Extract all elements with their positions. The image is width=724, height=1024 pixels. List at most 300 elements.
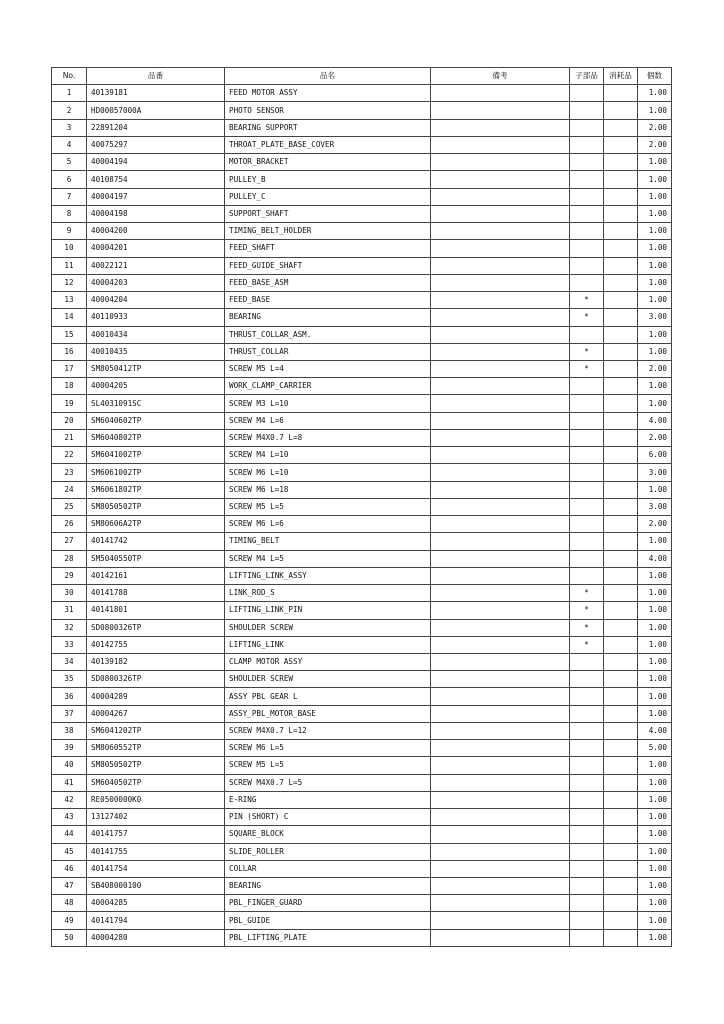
- cell-part-number: 40110933: [87, 309, 225, 326]
- cell-no: 18: [52, 378, 87, 395]
- cell-consumable: [604, 102, 638, 119]
- cell-no: 9: [52, 223, 87, 240]
- cell-no: 1: [52, 85, 87, 102]
- table-row: [52, 102, 672, 119]
- cell-consumable: [604, 550, 638, 567]
- cell-quantity: 3.00: [638, 464, 672, 481]
- cell-part-number: SM6040802TP: [87, 429, 225, 446]
- cell-sub-part: [570, 447, 604, 464]
- cell-no: 10: [52, 240, 87, 257]
- cell-remarks: [431, 895, 570, 912]
- cell-consumable: [604, 85, 638, 102]
- cell-quantity: 2.00: [638, 429, 672, 446]
- cell-consumable: [604, 292, 638, 309]
- cell-part-name: BEARING: [225, 309, 431, 326]
- cell-quantity: 1.00: [638, 809, 672, 826]
- cell-no: 42: [52, 791, 87, 808]
- cell-consumable: [604, 757, 638, 774]
- cell-sub-part: [570, 533, 604, 550]
- cell-consumable: [604, 722, 638, 739]
- cell-quantity: 1.00: [638, 895, 672, 912]
- cell-consumable: [604, 533, 638, 550]
- table-row: [52, 636, 672, 653]
- cell-part-name: LIFTING_LINK_PIN: [225, 602, 431, 619]
- cell-part-name: PHOTO SENSOR: [225, 102, 431, 119]
- table-row: [52, 843, 672, 860]
- table-row: [52, 826, 672, 843]
- cell-no: 5: [52, 154, 87, 171]
- table-row: [52, 809, 672, 826]
- cell-consumable: [604, 274, 638, 291]
- table-row: [52, 326, 672, 343]
- cell-part-number: SM6061002TP: [87, 464, 225, 481]
- table-row: [52, 429, 672, 446]
- cell-sub-part: [570, 85, 604, 102]
- cell-quantity: 1.00: [638, 240, 672, 257]
- cell-sub-part: *: [570, 636, 604, 653]
- cell-quantity: 1.00: [638, 102, 672, 119]
- cell-quantity: 4.00: [638, 550, 672, 567]
- table-row: [52, 464, 672, 481]
- table-row: [52, 309, 672, 326]
- cell-consumable: [604, 188, 638, 205]
- cell-remarks: [431, 136, 570, 153]
- cell-part-name: PULLEY_C: [225, 188, 431, 205]
- cell-no: 23: [52, 464, 87, 481]
- table-row: [52, 498, 672, 515]
- cell-quantity: 1.00: [638, 843, 672, 860]
- cell-part-name: MOTOR_BRACKET: [225, 154, 431, 171]
- cell-part-number: 40141754: [87, 860, 225, 877]
- table-row: [52, 188, 672, 205]
- cell-quantity: 1.00: [638, 171, 672, 188]
- cell-remarks: [431, 843, 570, 860]
- cell-part-number: SD0800326TP: [87, 619, 225, 636]
- cell-remarks: [431, 533, 570, 550]
- cell-no: 22: [52, 447, 87, 464]
- cell-quantity: 1.00: [638, 688, 672, 705]
- cell-sub-part: *: [570, 619, 604, 636]
- cell-no: 11: [52, 257, 87, 274]
- table-row: [52, 533, 672, 550]
- cell-quantity: 2.00: [638, 136, 672, 153]
- table-row: [52, 722, 672, 739]
- cell-quantity: 1.00: [638, 653, 672, 670]
- header-no: No.: [52, 68, 87, 85]
- cell-consumable: [604, 705, 638, 722]
- cell-sub-part: [570, 757, 604, 774]
- cell-consumable: [604, 843, 638, 860]
- cell-no: 34: [52, 653, 87, 670]
- cell-remarks: [431, 412, 570, 429]
- table-row: [52, 602, 672, 619]
- table-row: [52, 292, 672, 309]
- cell-no: 25: [52, 498, 87, 515]
- parts-list-table: [51, 67, 672, 947]
- cell-part-number: 40004285: [87, 895, 225, 912]
- cell-sub-part: [570, 257, 604, 274]
- cell-part-name: SCREW M5 L=4: [225, 360, 431, 377]
- cell-part-name: SCREW M4X0.7 L=12: [225, 722, 431, 739]
- cell-part-name: PBL_GUIDE: [225, 912, 431, 929]
- cell-consumable: [604, 878, 638, 895]
- cell-part-number: HD00057000A: [87, 102, 225, 119]
- cell-part-number: 40141794: [87, 912, 225, 929]
- cell-sub-part: *: [570, 602, 604, 619]
- cell-part-number: 40141788: [87, 585, 225, 602]
- cell-part-number: 40141757: [87, 826, 225, 843]
- table-row: [52, 85, 672, 102]
- header-part-name: 品名: [225, 68, 431, 85]
- cell-part-number: 40142755: [87, 636, 225, 653]
- cell-part-name: SCREW M4X0.7 L=5: [225, 774, 431, 791]
- cell-consumable: [604, 671, 638, 688]
- cell-remarks: [431, 757, 570, 774]
- cell-part-number: SM6041002TP: [87, 447, 225, 464]
- cell-sub-part: [570, 653, 604, 670]
- cell-consumable: [604, 464, 638, 481]
- cell-remarks: [431, 343, 570, 360]
- cell-sub-part: [570, 154, 604, 171]
- cell-no: 39: [52, 740, 87, 757]
- header-quantity: 個数: [638, 68, 672, 85]
- cell-remarks: [431, 274, 570, 291]
- cell-no: 29: [52, 567, 87, 584]
- cell-sub-part: [570, 740, 604, 757]
- cell-no: 19: [52, 395, 87, 412]
- cell-remarks: [431, 636, 570, 653]
- cell-sub-part: [570, 188, 604, 205]
- cell-no: 45: [52, 843, 87, 860]
- cell-consumable: [604, 223, 638, 240]
- cell-part-name: BEARING: [225, 878, 431, 895]
- table-row: [52, 860, 672, 877]
- cell-remarks: [431, 395, 570, 412]
- cell-quantity: 1.00: [638, 395, 672, 412]
- cell-part-name: FEED_GUIDE_SHAFT: [225, 257, 431, 274]
- cell-remarks: [431, 223, 570, 240]
- cell-consumable: [604, 567, 638, 584]
- cell-part-number: SM8050412TP: [87, 360, 225, 377]
- cell-no: 7: [52, 188, 87, 205]
- cell-remarks: [431, 740, 570, 757]
- cell-sub-part: *: [570, 309, 604, 326]
- cell-no: 2: [52, 102, 87, 119]
- cell-part-name: SCREW M5 L=5: [225, 498, 431, 515]
- cell-sub-part: [570, 223, 604, 240]
- cell-quantity: 1.00: [638, 585, 672, 602]
- table-row: [52, 705, 672, 722]
- cell-consumable: [604, 929, 638, 946]
- cell-sub-part: [570, 878, 604, 895]
- cell-consumable: [604, 895, 638, 912]
- cell-remarks: [431, 774, 570, 791]
- cell-sub-part: *: [570, 360, 604, 377]
- cell-no: 40: [52, 757, 87, 774]
- cell-remarks: [431, 154, 570, 171]
- table-row: [52, 878, 672, 895]
- cell-part-number: 40141755: [87, 843, 225, 860]
- cell-part-name: TIMING_BELT: [225, 533, 431, 550]
- table-row: [52, 791, 672, 808]
- cell-sub-part: [570, 274, 604, 291]
- cell-consumable: [604, 447, 638, 464]
- cell-part-name: FEED_BASE: [225, 292, 431, 309]
- cell-remarks: [431, 705, 570, 722]
- cell-consumable: [604, 826, 638, 843]
- cell-part-name: SHOULDER SCREW: [225, 619, 431, 636]
- cell-part-number: 40139182: [87, 653, 225, 670]
- cell-sub-part: [570, 895, 604, 912]
- table-row: [52, 516, 672, 533]
- cell-consumable: [604, 136, 638, 153]
- cell-no: 15: [52, 326, 87, 343]
- cell-quantity: 1.00: [638, 378, 672, 395]
- cell-consumable: [604, 119, 638, 136]
- table-row: [52, 257, 672, 274]
- cell-no: 41: [52, 774, 87, 791]
- cell-quantity: 1.00: [638, 602, 672, 619]
- cell-quantity: 1.00: [638, 205, 672, 222]
- header-consumable: 消耗品: [604, 68, 638, 85]
- cell-no: 27: [52, 533, 87, 550]
- cell-quantity: 1.00: [638, 481, 672, 498]
- cell-no: 30: [52, 585, 87, 602]
- cell-sub-part: [570, 481, 604, 498]
- cell-consumable: [604, 326, 638, 343]
- cell-part-number: 40075297: [87, 136, 225, 153]
- cell-no: 17: [52, 360, 87, 377]
- cell-sub-part: *: [570, 585, 604, 602]
- cell-remarks: [431, 619, 570, 636]
- cell-part-number: SM6040502TP: [87, 774, 225, 791]
- cell-remarks: [431, 205, 570, 222]
- cell-sub-part: [570, 240, 604, 257]
- cell-part-name: LIFTING_LINK: [225, 636, 431, 653]
- cell-sub-part: [570, 429, 604, 446]
- cell-quantity: 1.00: [638, 274, 672, 291]
- cell-no: 48: [52, 895, 87, 912]
- table-row: [52, 240, 672, 257]
- cell-remarks: [431, 102, 570, 119]
- cell-quantity: 1.00: [638, 929, 672, 946]
- cell-quantity: 1.00: [638, 567, 672, 584]
- cell-consumable: [604, 378, 638, 395]
- cell-part-number: 40141801: [87, 602, 225, 619]
- cell-sub-part: [570, 171, 604, 188]
- cell-sub-part: [570, 671, 604, 688]
- cell-remarks: [431, 826, 570, 843]
- cell-quantity: 1.00: [638, 533, 672, 550]
- cell-part-name: THRUST_COLLAR: [225, 343, 431, 360]
- cell-part-name: SCREW M3 L=10: [225, 395, 431, 412]
- table-row: [52, 412, 672, 429]
- cell-no: 28: [52, 550, 87, 567]
- cell-consumable: [604, 154, 638, 171]
- table-row: [52, 136, 672, 153]
- cell-remarks: [431, 688, 570, 705]
- cell-sub-part: [570, 550, 604, 567]
- table-row: [52, 274, 672, 291]
- cell-consumable: [604, 360, 638, 377]
- cell-consumable: [604, 257, 638, 274]
- cell-consumable: [604, 740, 638, 757]
- cell-no: 8: [52, 205, 87, 222]
- cell-quantity: 1.00: [638, 343, 672, 360]
- cell-remarks: [431, 722, 570, 739]
- cell-sub-part: [570, 378, 604, 395]
- cell-no: 24: [52, 481, 87, 498]
- cell-consumable: [604, 171, 638, 188]
- cell-remarks: [431, 240, 570, 257]
- cell-remarks: [431, 878, 570, 895]
- cell-sub-part: [570, 136, 604, 153]
- cell-consumable: [604, 791, 638, 808]
- cell-no: 6: [52, 171, 87, 188]
- cell-remarks: [431, 309, 570, 326]
- cell-part-number: 40142161: [87, 567, 225, 584]
- cell-quantity: 1.00: [638, 791, 672, 808]
- cell-remarks: [431, 119, 570, 136]
- cell-quantity: 1.00: [638, 619, 672, 636]
- cell-remarks: [431, 585, 570, 602]
- cell-remarks: [431, 653, 570, 670]
- cell-remarks: [431, 360, 570, 377]
- cell-remarks: [431, 912, 570, 929]
- cell-part-name: LINK_ROD_S: [225, 585, 431, 602]
- cell-consumable: [604, 240, 638, 257]
- cell-part-number: 40004280: [87, 929, 225, 946]
- cell-sub-part: [570, 722, 604, 739]
- cell-quantity: 4.00: [638, 412, 672, 429]
- cell-consumable: [604, 585, 638, 602]
- cell-no: 47: [52, 878, 87, 895]
- cell-no: 21: [52, 429, 87, 446]
- cell-no: 31: [52, 602, 87, 619]
- cell-part-name: SLIDE_ROLLER: [225, 843, 431, 860]
- cell-sub-part: [570, 102, 604, 119]
- table-row: [52, 740, 672, 757]
- cell-no: 35: [52, 671, 87, 688]
- cell-part-name: SCREW M4 L=10: [225, 447, 431, 464]
- cell-part-number: SD0800326TP: [87, 671, 225, 688]
- cell-part-name: THRUST_COLLAR_ASM.: [225, 326, 431, 343]
- cell-no: 32: [52, 619, 87, 636]
- cell-no: 38: [52, 722, 87, 739]
- cell-quantity: 1.00: [638, 326, 672, 343]
- cell-consumable: [604, 860, 638, 877]
- cell-sub-part: [570, 826, 604, 843]
- cell-part-name: TIMING_BELT_HOLDER: [225, 223, 431, 240]
- cell-sub-part: [570, 912, 604, 929]
- cell-part-name: E-RING: [225, 791, 431, 808]
- cell-remarks: [431, 429, 570, 446]
- cell-part-number: 40108754: [87, 171, 225, 188]
- cell-consumable: [604, 653, 638, 670]
- cell-part-name: BEARING SUPPORT: [225, 119, 431, 136]
- table-row: [52, 550, 672, 567]
- table-row: [52, 671, 672, 688]
- table-row: [52, 929, 672, 946]
- cell-sub-part: [570, 929, 604, 946]
- cell-part-number: RE0500000K0: [87, 791, 225, 808]
- table-row: [52, 119, 672, 136]
- cell-sub-part: [570, 395, 604, 412]
- cell-remarks: [431, 257, 570, 274]
- cell-quantity: 2.00: [638, 360, 672, 377]
- cell-part-name: FEED MOTOR ASSY: [225, 85, 431, 102]
- cell-consumable: [604, 481, 638, 498]
- cell-no: 33: [52, 636, 87, 653]
- cell-quantity: 1.00: [638, 154, 672, 171]
- cell-no: 43: [52, 809, 87, 826]
- cell-part-number: 40004194: [87, 154, 225, 171]
- cell-part-name: PULLEY_B: [225, 171, 431, 188]
- cell-part-number: SM80606A2TP: [87, 516, 225, 533]
- cell-part-number: SM8060552TP: [87, 740, 225, 757]
- cell-remarks: [431, 809, 570, 826]
- cell-remarks: [431, 498, 570, 515]
- cell-no: 26: [52, 516, 87, 533]
- cell-part-name: PBL_FINGER_GUARD: [225, 895, 431, 912]
- cell-quantity: 2.00: [638, 516, 672, 533]
- cell-quantity: 1.00: [638, 826, 672, 843]
- table-header: [52, 68, 672, 85]
- cell-no: 3: [52, 119, 87, 136]
- cell-remarks: [431, 188, 570, 205]
- cell-no: 37: [52, 705, 87, 722]
- cell-part-number: SB408000100: [87, 878, 225, 895]
- cell-remarks: [431, 378, 570, 395]
- cell-part-name: COLLAR: [225, 860, 431, 877]
- cell-quantity: 1.00: [638, 188, 672, 205]
- table-row: [52, 912, 672, 929]
- cell-sub-part: *: [570, 343, 604, 360]
- cell-sub-part: [570, 498, 604, 515]
- cell-part-number: SL4031091SC: [87, 395, 225, 412]
- cell-sub-part: [570, 705, 604, 722]
- cell-part-name: SCREW M5 L=5: [225, 757, 431, 774]
- cell-remarks: [431, 464, 570, 481]
- cell-consumable: [604, 429, 638, 446]
- cell-part-number: SM6040602TP: [87, 412, 225, 429]
- cell-remarks: [431, 326, 570, 343]
- header-remarks: 備考: [431, 68, 570, 85]
- cell-quantity: 1.00: [638, 757, 672, 774]
- cell-part-name: CLAMP MOTOR ASSY: [225, 653, 431, 670]
- cell-quantity: 1.00: [638, 636, 672, 653]
- cell-part-number: 40010434: [87, 326, 225, 343]
- cell-part-name: SCREW M6 L=5: [225, 740, 431, 757]
- cell-consumable: [604, 774, 638, 791]
- cell-quantity: 1.00: [638, 292, 672, 309]
- cell-part-name: FEED_SHAFT: [225, 240, 431, 257]
- cell-remarks: [431, 550, 570, 567]
- cell-remarks: [431, 602, 570, 619]
- cell-sub-part: [570, 205, 604, 222]
- cell-part-number: 40004204: [87, 292, 225, 309]
- cell-remarks: [431, 447, 570, 464]
- table-row: [52, 154, 672, 171]
- cell-sub-part: [570, 326, 604, 343]
- cell-consumable: [604, 395, 638, 412]
- cell-part-name: SHOULDER SCREW: [225, 671, 431, 688]
- header-row: [52, 68, 672, 85]
- cell-remarks: [431, 85, 570, 102]
- cell-part-number: SM8050502TP: [87, 757, 225, 774]
- cell-no: 50: [52, 929, 87, 946]
- table-row: [52, 395, 672, 412]
